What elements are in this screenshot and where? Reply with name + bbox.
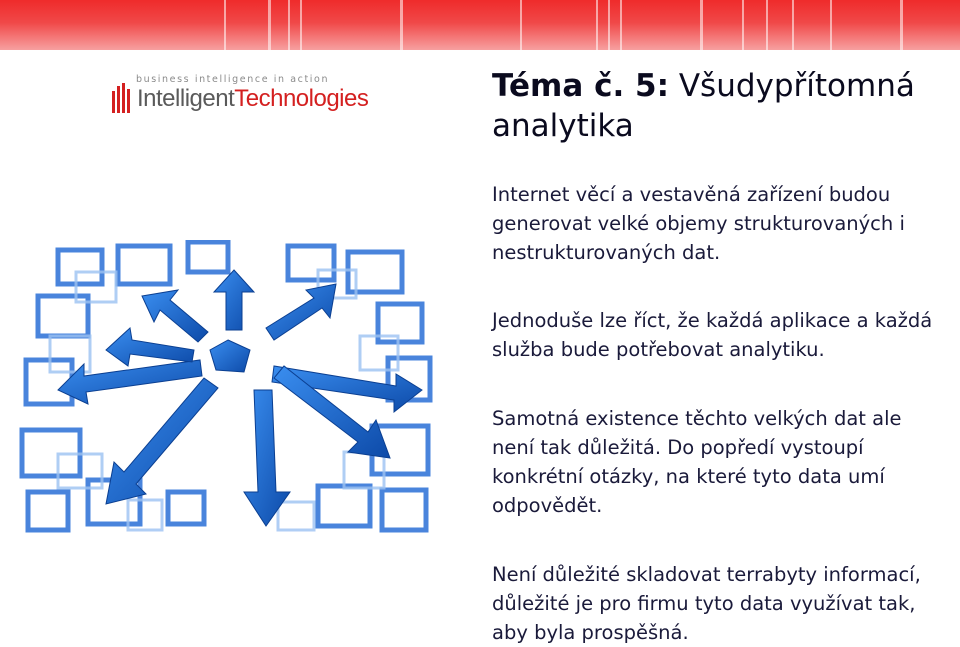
company-logo (112, 74, 392, 122)
logo-bars-icon (112, 83, 134, 113)
slide-title (492, 66, 932, 146)
logo-tagline: business intelligence in action (136, 74, 330, 85)
logo-word-intelligent: Intelligent (137, 85, 235, 112)
paragraph-terabytes: Není důležité skladovat terrabyty informací, důležité je pro firmu tyto data využívat tak, aby byla prospěšná. (492, 563, 921, 644)
paragraph-big-data: Samotná existence těchto velkých dat ale není tak důležitá. Do popředí vystoupí konkrétní otázky, na které tyto data umí odpovědět. (492, 407, 902, 517)
arrows-outward-illustration (18, 240, 438, 540)
slide-title-bold: Téma č. 5: (492, 68, 669, 104)
header-band (0, 0, 960, 50)
logo-wordmark (137, 85, 368, 113)
paragraph-analytics: Jednoduše lze říct, že každá aplikace a každá služba bude potřebovat analytiku. (492, 309, 933, 361)
paragraph-iot: Internet věcí a vestavěná zařízení budou generovat velké objemy strukturovaných i nestrukturovaných dat. (492, 183, 905, 264)
slide-title-rest: Všudypřítomná analytika (492, 68, 915, 144)
logo-word-technologies: Technologies (234, 85, 369, 112)
